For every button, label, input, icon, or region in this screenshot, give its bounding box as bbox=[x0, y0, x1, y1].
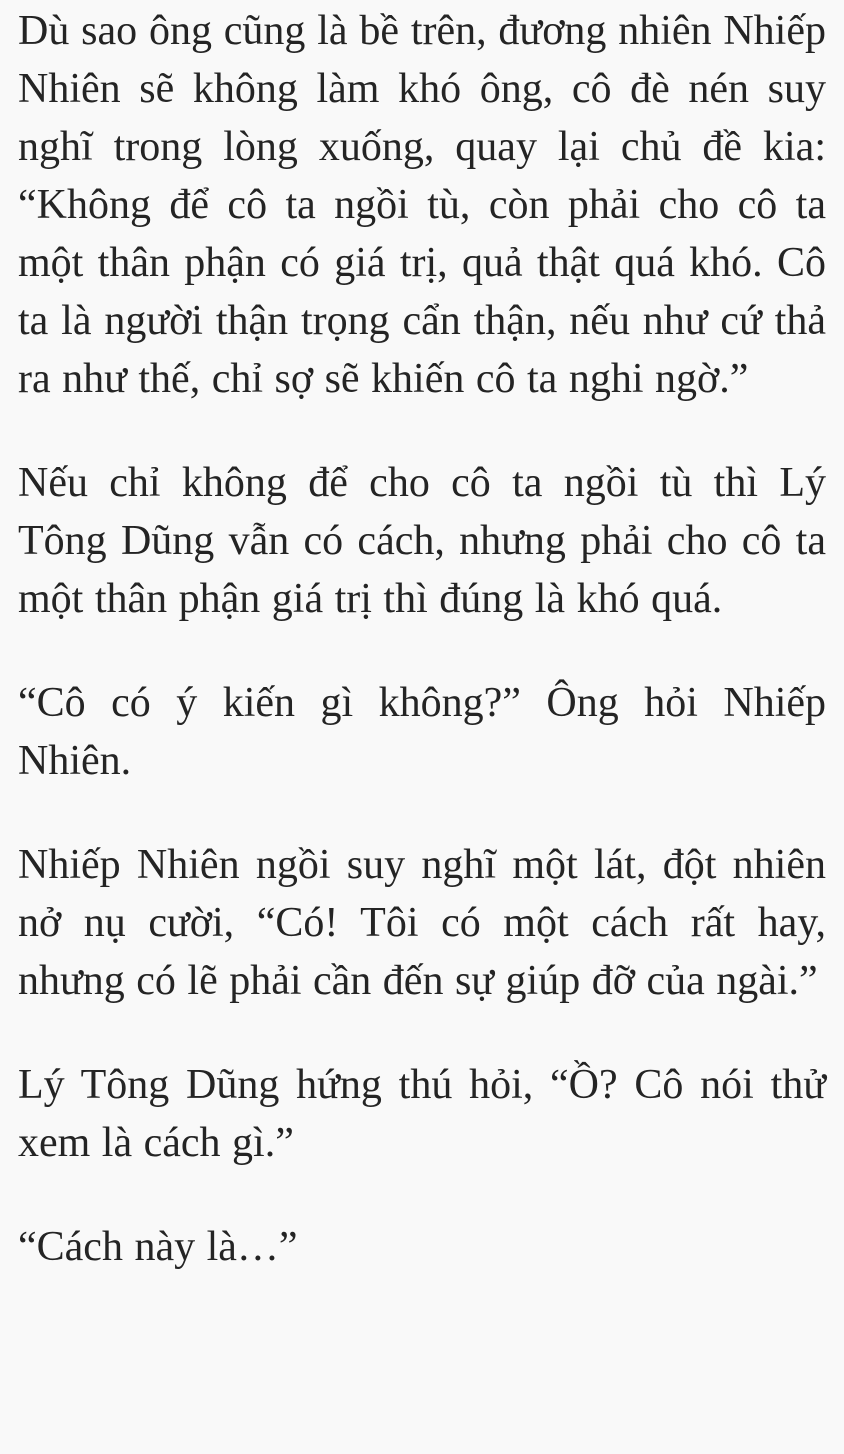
paragraph: Nhiếp Nhiên ngồi suy nghĩ một lát, đột nhiên nở nụ cười, “Có! Tôi có một cách rất hay, nhưng có lẽ phải cần đến sự giúp đỡ của ngài.” bbox=[18, 842, 826, 1004]
paragraph: “Cô có ý kiến gì không?” Ông hỏi Nhiếp Nhiên. bbox=[18, 680, 826, 784]
paragraph: Dù sao ông cũng là bề trên, đương nhiên Nhiếp Nhiên sẽ không làm khó ông, cô đè nén suy nghĩ trong lòng xuống, quay lại chủ đề kia: “Không để cô ta ngồi tù, còn phải cho cô ta một thân phận có giá trị, quả thật quá khó. Cô ta là người thận trọng cẩn thận, nếu như cứ thả ra như thế, chỉ sợ sẽ khiến cô ta nghi ngờ.” bbox=[18, 8, 826, 402]
paragraph: “Cách này là…” bbox=[18, 1224, 298, 1270]
paragraph: Lý Tông Dũng hứng thú hỏi, “Ồ? Cô nói thử xem là cách gì.” bbox=[18, 1062, 826, 1166]
paragraph: Nếu chỉ không để cho cô ta ngồi tù thì Lý Tông Dũng vẫn có cách, nhưng phải cho cô ta một thân phận giá trị thì đúng là khó quá. bbox=[18, 460, 826, 622]
